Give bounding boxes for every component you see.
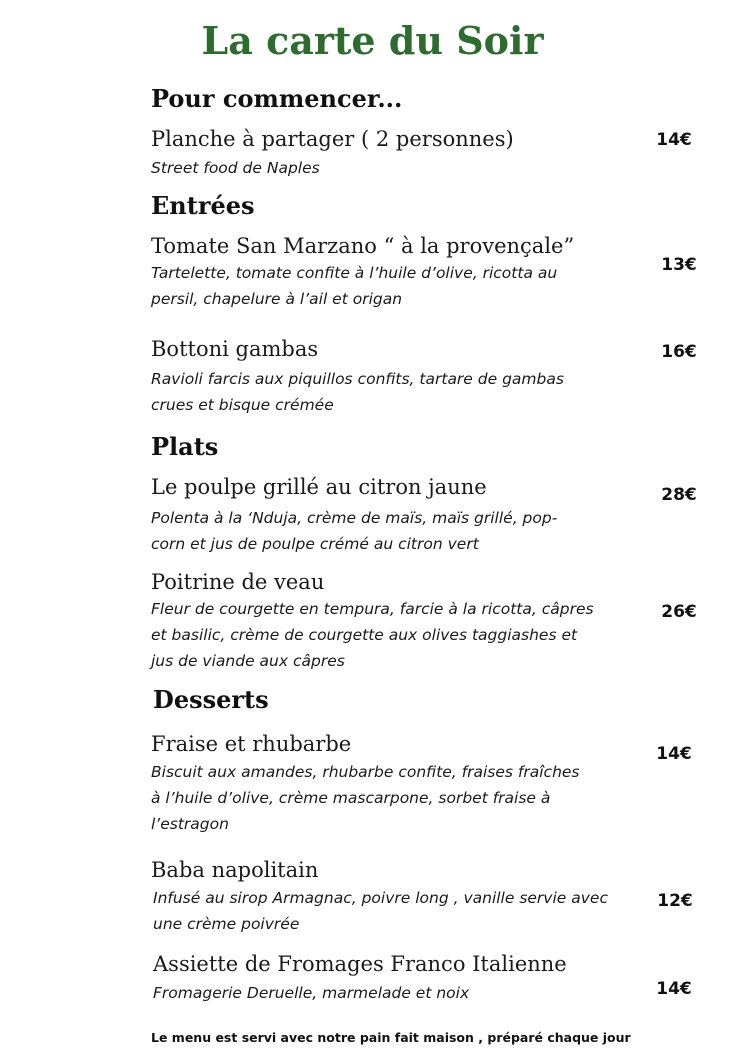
dish-description [151,759,631,837]
description-line: Infusé au sirop Armagnac, poivre long , vanille servie avec [153,889,608,907]
section-heading-plats: Plats [151,432,219,461]
dish-price: 26€ [661,602,697,622]
description-line: Fleur de courgette en tempura, farcie à la ricotta, câpres [151,600,594,618]
dish-description [151,366,631,418]
dish-price: 28€ [661,485,697,505]
section-heading-entrees: Entrées [151,191,255,220]
description-line: Street food de Naples [151,159,320,177]
dish-description [151,260,631,312]
description-line: et basilic, crème de courgette aux olives taggiashes et [151,626,578,644]
description-line: Fromagerie Deruelle, marmelade et noix [153,984,470,1002]
description-line: persil, chapelure à l’ail et origan [151,290,403,308]
description-line: à l’huile d’olive, crème mascarpone, sorbet fraise à [151,789,551,807]
description-line: Tartelette, tomate confite à l’huile d’olive, ricotta au [151,264,558,282]
dish-name: Assiette de Fromages Franco Italienne [153,952,567,976]
description-line: crues et bisque crémée [151,396,334,414]
dish-description [151,155,631,181]
dish-name: Poitrine de veau [151,570,325,594]
dish-description [151,505,631,557]
dish-name: Le poulpe grillé au citron jaune [151,475,487,499]
menu-title: La carte du Soir [201,18,544,63]
dish-description [151,596,631,674]
dish-name: Tomate San Marzano “ à la provençale” [151,234,575,258]
dish-price: 14€ [656,744,692,764]
section-heading-starters: Pour commencer... [151,84,403,113]
description-line: corn et jus de poulpe crémé au citron vert [151,535,479,553]
description-line: Ravioli farcis aux piquillos confits, tartare de gambas [151,370,564,388]
dish-price: 13€ [661,255,697,275]
description-line: l’estragon [151,815,229,833]
dish-price: 14€ [656,979,692,999]
dish-name: Planche à partager ( 2 personnes) [151,127,514,151]
dish-price: 12€ [657,891,693,911]
dish-description [153,980,633,1006]
description-line: une crème poivrée [153,915,300,933]
section-heading-desserts: Desserts [153,685,269,714]
dish-name: Fraise et rhubarbe [151,732,352,756]
description-line: Polenta à la ‘Nduja, crème de maïs, maïs grillé, pop- [151,509,558,527]
footer-note: Le menu est servi avec notre pain fait maison , préparé chaque jour [151,1030,631,1045]
dish-description [153,885,633,937]
description-line: jus de viande aux câpres [151,652,345,670]
description-line: Biscuit aux amandes, rhubarbe confite, fraises fraîches [151,763,580,781]
dish-price: 16€ [661,342,697,362]
dish-name: Baba napolitain [151,858,319,882]
dish-price: 14€ [656,130,692,150]
dish-name: Bottoni gambas [151,337,319,361]
